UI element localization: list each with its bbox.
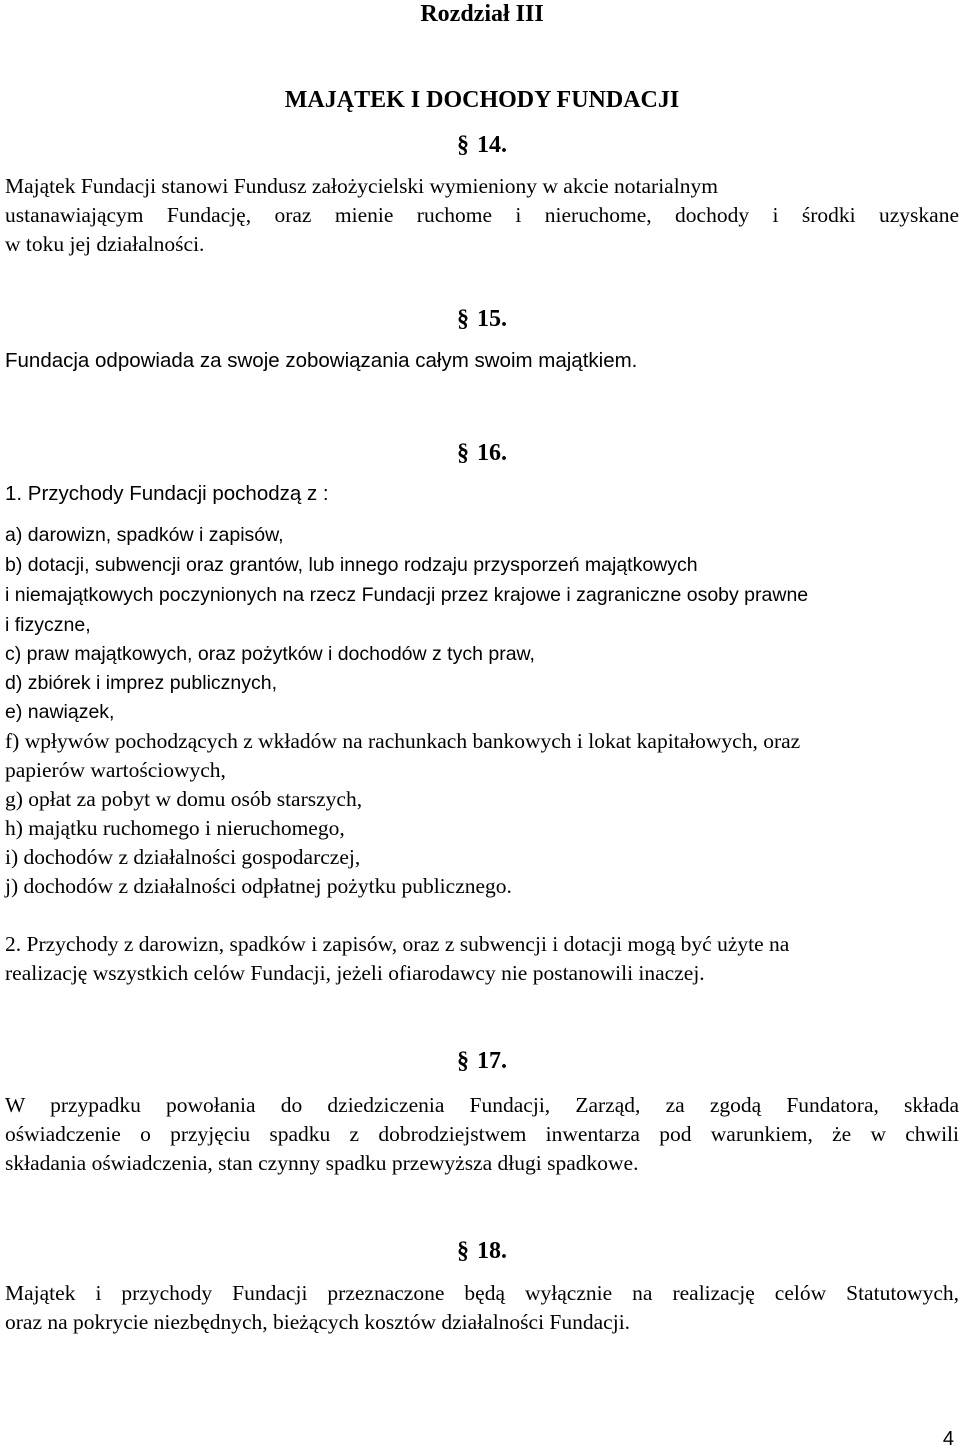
- income-list-item: h) majątku ruchomego i nieruchomego,: [5, 816, 345, 840]
- chapter-heading: Rozdział III: [420, 1, 544, 27]
- section-sign: §: [457, 1048, 469, 1074]
- income-list-item: e) nawiązek,: [5, 701, 115, 723]
- paragraph-number: 15.: [477, 306, 507, 332]
- section-sign: §: [457, 1238, 469, 1264]
- paragraph-number: 14.: [477, 132, 507, 158]
- section-sign: §: [457, 306, 469, 332]
- paragraph-14-line: Majątek Fundacji stanowi Fundusz założycielski wymieniony w akcie notarialnym: [5, 174, 718, 198]
- paragraph-number-15: [457, 305, 507, 333]
- paragraph-number-16: [457, 439, 507, 467]
- paragraph-18-line: Majątek i przychody Fundacji przeznaczone będą wyłącznie na realizację celów Statutowych,: [5, 1281, 959, 1305]
- paragraph-14-line: ustanawiającym Fundację, oraz mienie ruchome i nieruchome, dochody i środki uzyskane: [5, 203, 959, 227]
- income-list-item: j) dochodów z działalności odpłatnej pożytku publicznego.: [5, 874, 512, 898]
- income-list-item: i fizyczne,: [5, 614, 91, 636]
- income-list-item: f) wpływów pochodzących z wkładów na rachunkach bankowych i lokat kapitałowych, oraz: [5, 729, 801, 753]
- income-list-item: a) darowizn, spadków i zapisów,: [5, 524, 284, 546]
- income-list-item: i) dochodów z działalności gospodarczej,: [5, 845, 361, 869]
- paragraph-number-14: [457, 131, 507, 159]
- paragraph-17-line: W przypadku powołania do dziedziczenia Fundacji, Zarząd, za zgodą Fundatora, składa: [5, 1093, 959, 1117]
- income-list-item: papierów wartościowych,: [5, 758, 226, 782]
- section-sign: §: [457, 440, 469, 466]
- section-sign: §: [457, 132, 469, 158]
- income-list-item: g) opłat za pobyt w domu osób starszych,: [5, 787, 363, 811]
- paragraph-17-line: składania oświadczenia, stan czynny spadku przewyższa długi spadkowe.: [5, 1151, 639, 1175]
- income-list-item: d) zbiórek i imprez publicznych,: [5, 672, 278, 694]
- paragraph-16-point-2-line: 2. Przychody z darowizn, spadków i zapisów, oraz z subwencji i dotacji mogą być użyte na: [5, 932, 790, 956]
- paragraph-17-line: oświadczenie o przyjęciu spadku z dobrodziejstwem inwentarza pod warunkiem, że w chwili: [5, 1122, 959, 1146]
- paragraph-16-point-2-line: realizację wszystkich celów Fundacji, jeżeli ofiarodawcy nie postanowili inaczej.: [5, 961, 705, 985]
- paragraph-number-18: [457, 1237, 507, 1265]
- section-title: MAJĄTEK I DOCHODY FUNDACJI: [284, 87, 680, 113]
- paragraph-number: 17.: [477, 1048, 507, 1074]
- income-list-item: i niemajątkowych poczynionych na rzecz Fundacji przez krajowe i zagraniczne osoby prawne: [5, 584, 809, 606]
- paragraph-14-line: w toku jej działalności.: [5, 232, 205, 256]
- income-list-item: b) dotacji, subwencji oraz grantów, lub innego rodzaju przysporzeń majątkowych: [5, 554, 698, 576]
- paragraph-number: 16.: [477, 440, 507, 466]
- paragraph-18-line: oraz na pokrycie niezbędnych, bieżących kosztów działalności Fundacji.: [5, 1310, 631, 1334]
- paragraph-number: 18.: [477, 1238, 507, 1264]
- paragraph-16-intro: 1. Przychody Fundacji pochodzą z :: [5, 482, 329, 505]
- paragraph-15-line: Fundacja odpowiada za swoje zobowiązania całym swoim majątkiem.: [5, 349, 638, 372]
- income-list-item: c) praw majątkowych, oraz pożytków i dochodów z tych praw,: [5, 643, 535, 665]
- page-number: 4: [942, 1428, 954, 1450]
- paragraph-number-17: [457, 1047, 507, 1075]
